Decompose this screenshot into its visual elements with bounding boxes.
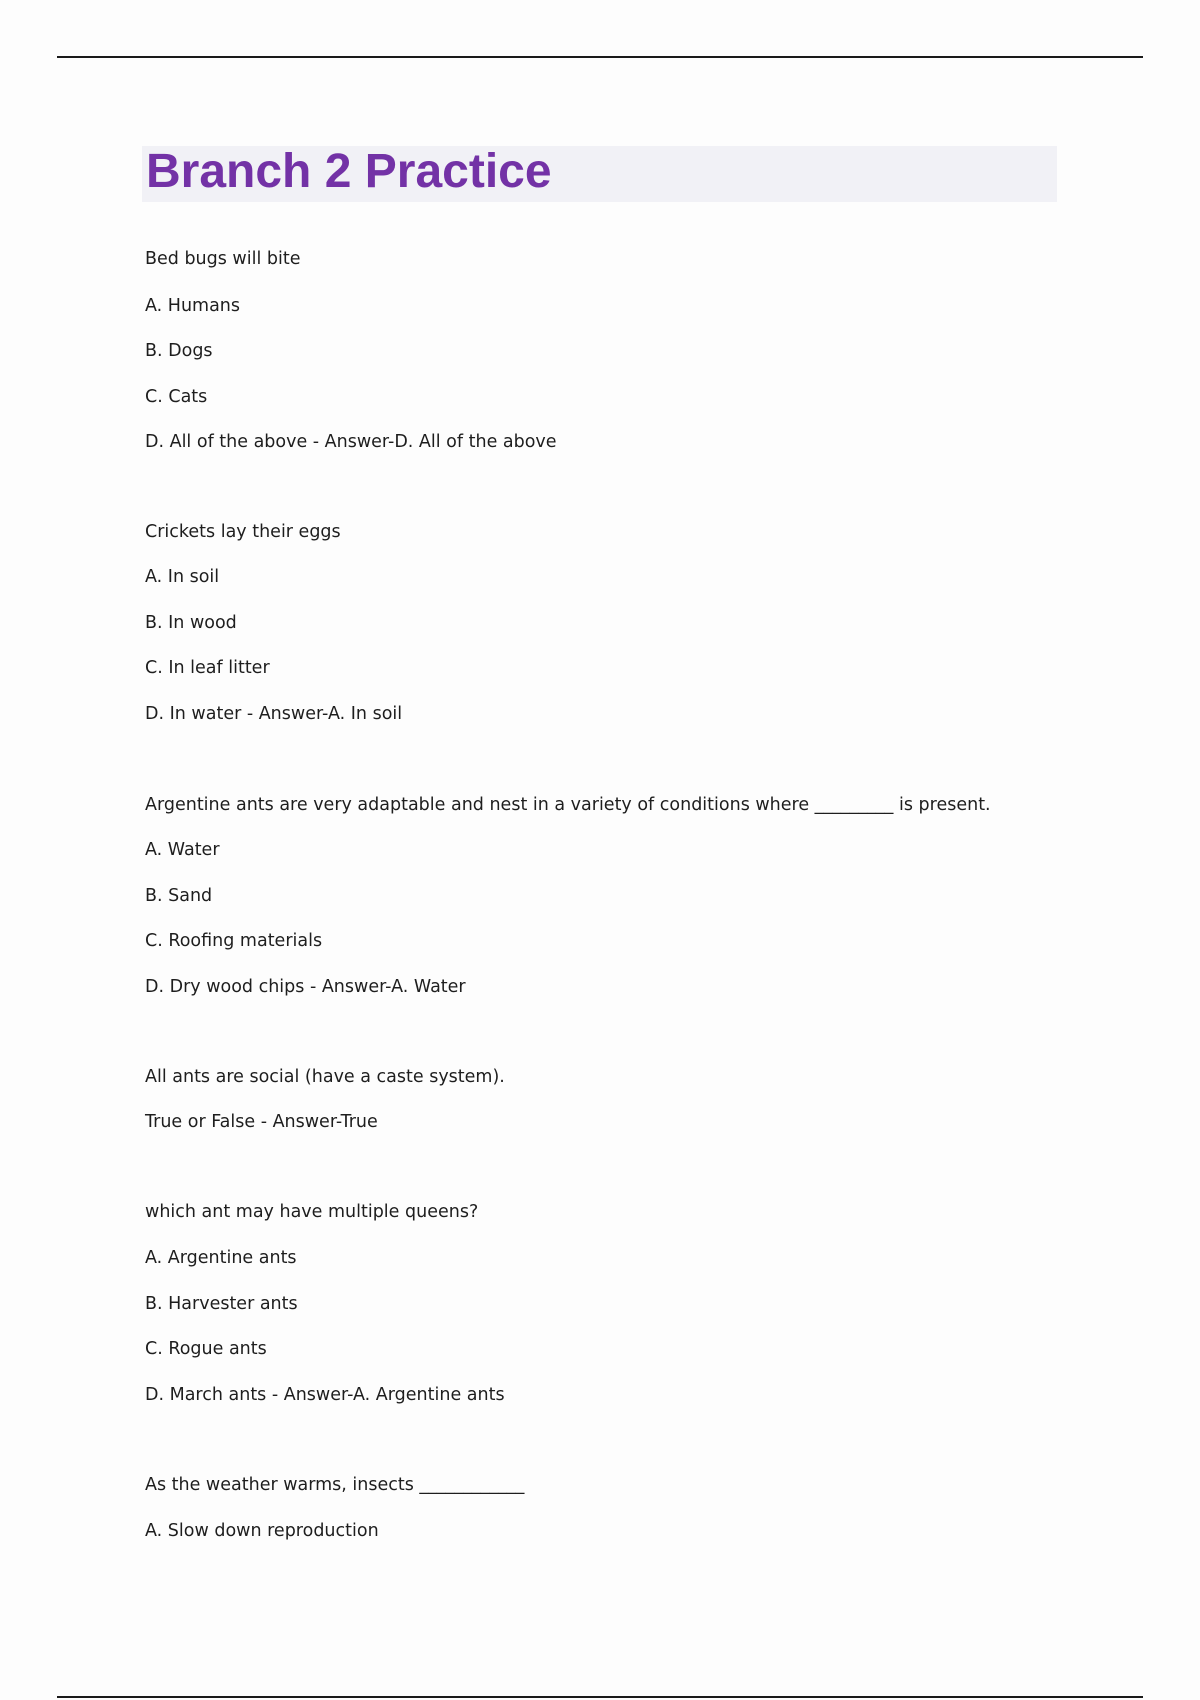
question-2-option-a: A. In soil <box>145 567 220 587</box>
question-5-option-d-answer: D. March ants - Answer-A. Argentine ants <box>145 1385 505 1405</box>
question-1-option-a: A. Humans <box>145 296 241 316</box>
question-1-prompt: Bed bugs will bite <box>145 249 301 269</box>
question-3-option-b: B. Sand <box>145 886 213 906</box>
question-2-prompt: Crickets lay their eggs <box>145 522 341 542</box>
question-2-option-c: C. In leaf litter <box>145 658 270 678</box>
question-3-option-c: C. Roofing materials <box>145 931 323 951</box>
question-5-prompt: which ant may have multiple queens? <box>145 1202 479 1222</box>
question-1-option-d-answer: D. All of the above - Answer-D. All of the above <box>145 432 557 452</box>
question-3-option-d-answer: D. Dry wood chips - Answer-A. Water <box>145 977 466 997</box>
question-1-option-c: C. Cats <box>145 387 208 407</box>
bottom-rule <box>57 1696 1143 1698</box>
question-5-option-a: A. Argentine ants <box>145 1248 297 1268</box>
question-2-option-d-answer: D. In water - Answer-A. In soil <box>145 704 403 724</box>
question-2-option-b: B. In wood <box>145 613 237 633</box>
question-1-option-b: B. Dogs <box>145 341 213 361</box>
question-5-option-c: C. Rogue ants <box>145 1339 267 1359</box>
page-title: Branch 2 Practice <box>146 145 552 198</box>
question-3-prompt: Argentine ants are very adaptable and nest in a variety of conditions where _________ is present. <box>145 795 991 815</box>
question-4-answer: True or False - Answer-True <box>145 1112 378 1132</box>
top-rule <box>57 56 1143 58</box>
question-6-option-a: A. Slow down reproduction <box>145 1521 379 1541</box>
question-6-prompt: As the weather warms, insects ____________ <box>145 1475 525 1495</box>
question-3-option-a: A. Water <box>145 840 220 860</box>
question-4-prompt: All ants are social (have a caste system). <box>145 1067 505 1087</box>
question-5-option-b: B. Harvester ants <box>145 1294 298 1314</box>
